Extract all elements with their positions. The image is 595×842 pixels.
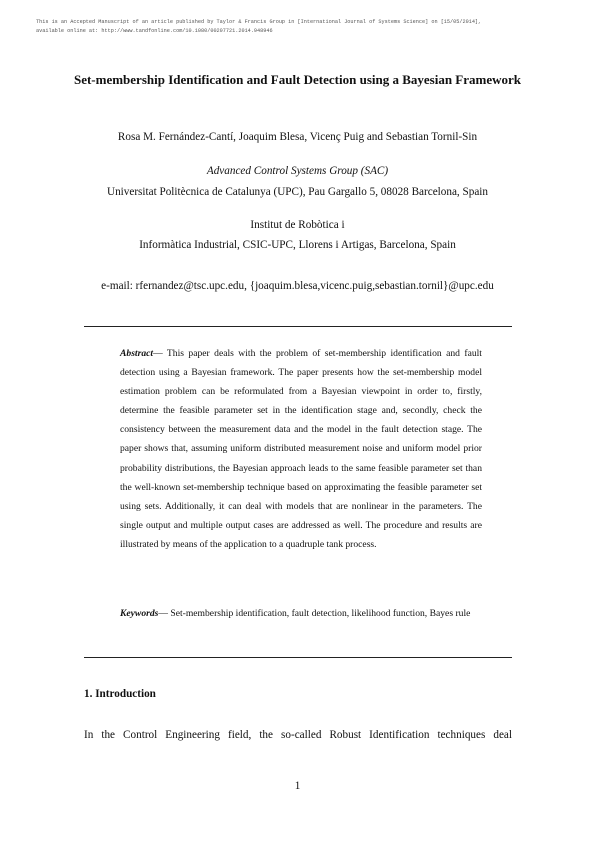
body-text: In the Control Engineering field, the so-called Robust Identification techniques deal	[84, 729, 512, 741]
section-heading: 1. Introduction	[84, 688, 156, 700]
abstract-label: Abstract	[120, 348, 154, 359]
affiliation-institute-line1: Institut de Robòtica i	[250, 219, 345, 231]
affiliation-institute-line2: Informàtica Industrial, CSIC-UPC, Llorens i Artigas, Barcelona, Spain	[139, 239, 456, 251]
author-emails: e-mail: rfernandez@tsc.upc.edu, {joaquim.blesa,vicenc.puig,sebastian.tornil}@upc.edu	[101, 280, 494, 292]
abstract-text: This paper deals with the problem of set-membership identification and fault detection using a Bayesian framework. The paper presents how the set-membership model estimation problem can be reformulated from a Bayesian viewpoint in order to, firstly, determine the feasible parameter set in the identification stage and, secondly, check the consistency between the measurement data and the model in the fault detection stage. The paper shows that, assuming uniform distributed measurement noise and uniform model prior probability distributions, the Bayesian approach leads to the same feasible parameter set than the well-known set-membership technique based on approximating the feasible parameter set using sets. Additionally, it can deal with models that are nonlinear in the parameters. The single output and multiple output cases are addressed as well. The procedure and results are illustrated by means of the application to a quadruple tank process.	[120, 348, 482, 550]
paper-title: Set-membership Identification and Fault Detection using a Bayesian Framework	[73, 72, 522, 87]
top-divider	[84, 326, 512, 327]
bottom-divider	[84, 657, 512, 658]
affiliation-group: Advanced Control Systems Group (SAC)	[206, 165, 389, 177]
keywords-label: Keywords	[120, 608, 159, 619]
authors: Rosa M. Fernández-Cantí, Joaquim Blesa, Vicenç Puig and Sebastian Tornil-Sin	[117, 131, 478, 143]
keywords-dash: —	[158, 608, 171, 619]
keywords-text: Set-membership identification, fault detection, likelihood function, Bayes rule	[170, 608, 471, 619]
abstract	[120, 344, 482, 554]
keywords	[120, 604, 482, 623]
accepted-manuscript-note: This is an Accepted Manuscript of an article published by Taylor & Francis Group in [International Journal of Systems Science] on [15/05/2014], available online at: http://www.tandfonline.com/10.1080/00207721.2014.948946	[36, 19, 482, 34]
page-number: 1	[294, 780, 301, 792]
abstract-dash: —	[153, 348, 167, 359]
affiliation-university: Universitat Politècnica de Catalunya (UPC), Pau Gargallo 5, 08028 Barcelona, Spain	[106, 186, 488, 198]
